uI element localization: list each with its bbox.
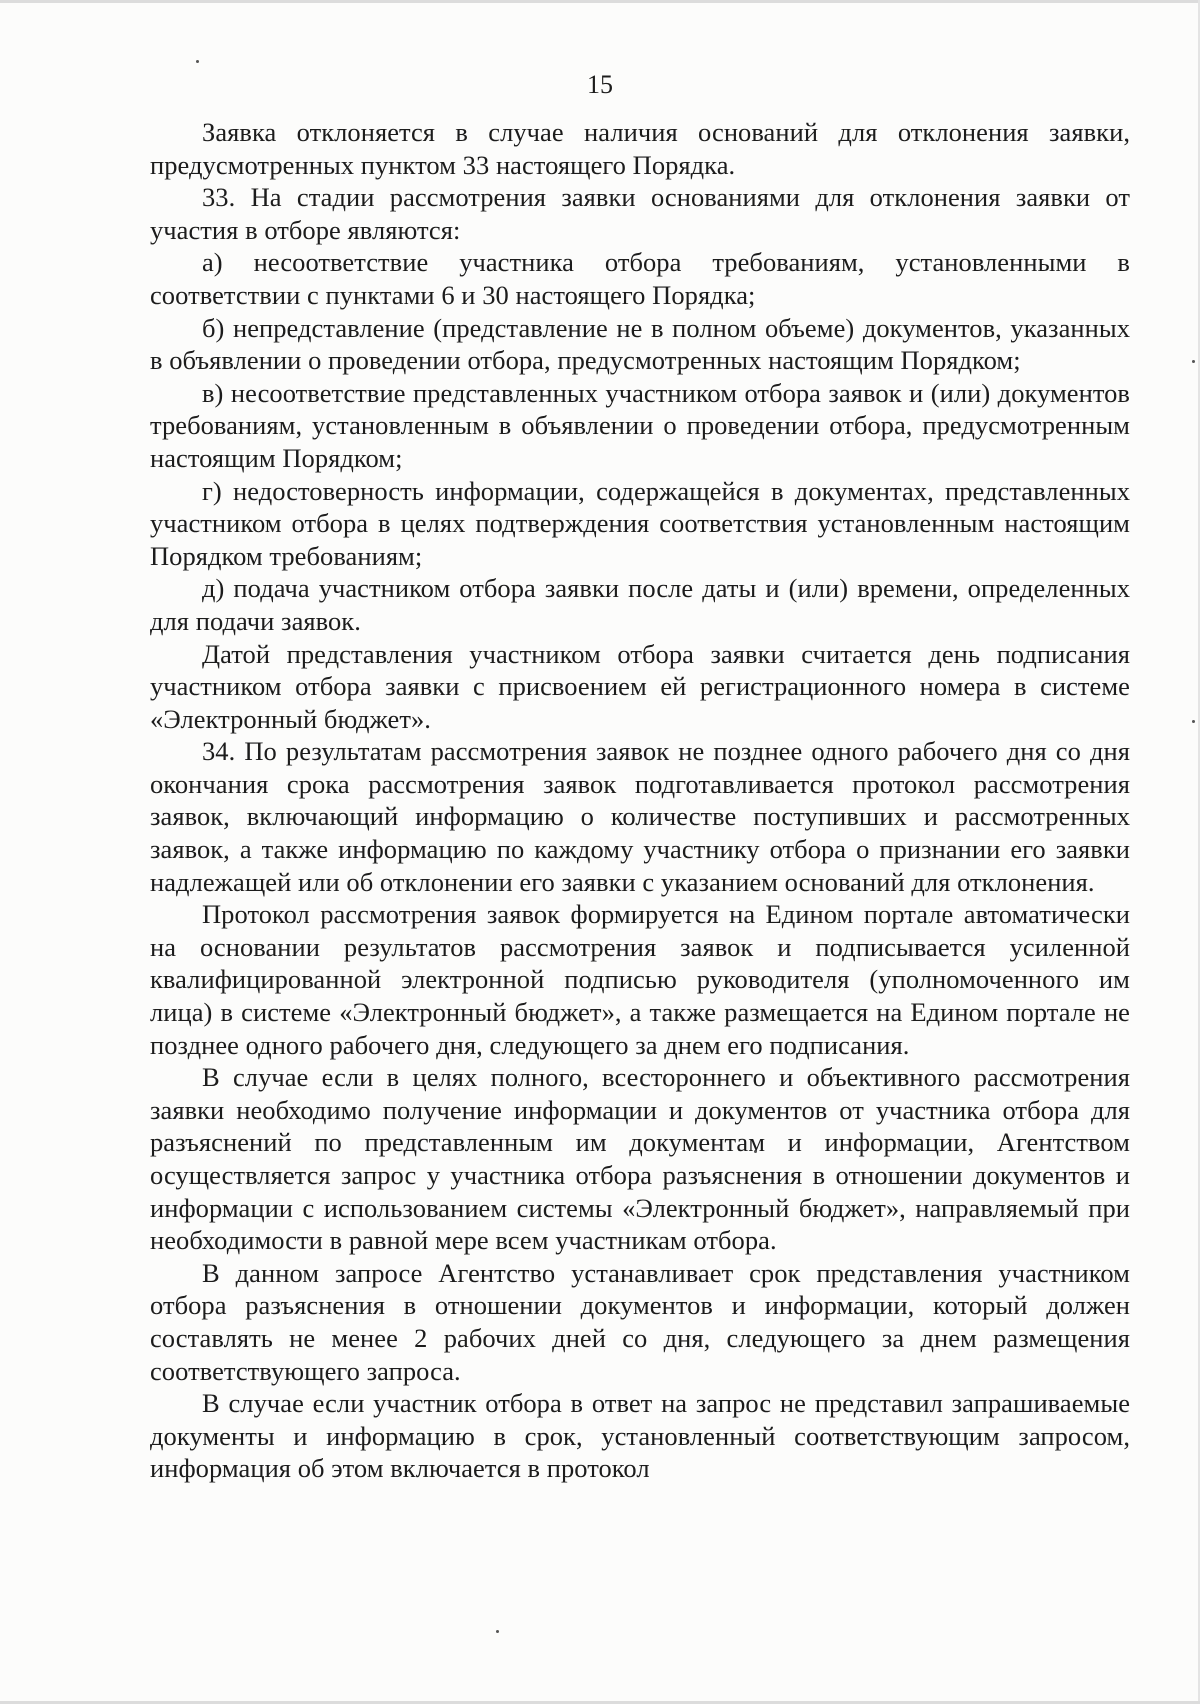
paragraph-clause-33: 33. На стадии рассмотрения заявки основаниями для отклонения заявки от участия в отборе являются: — [150, 182, 1130, 245]
scan-edge-top — [0, 0, 1200, 3]
paragraph-no-response: В случае если участник отбора в ответ на запрос не представил запрашиваемые документы и информацию в срок, установленный соответствующим запросом, информация об этом включается в протокол — [150, 1388, 1130, 1484]
paragraph-item-b: б) непредставление (представление не в полном объеме) документов, указанных в объявлении о проведении отбора, предусмотренных настоящим Порядком; — [150, 312, 1130, 376]
scan-speck — [196, 60, 199, 63]
paragraph-clause-34: 34. По результатам рассмотрения заявок не позднее одного рабочего дня со дня окончания срока рассмотрения заявок подготавливается протокол рассмотрения заявок, включающий информацию о количестве поступивших и рассмотренных заявок, а также информацию по каждому участнику отбора о признании его заявки надлежащей или об отклонении его заявки с указанием оснований для отклонения. — [150, 736, 1130, 897]
paragraph-item-v: в) несоответствие представленных участником отбора заявок и (или) документов требованиям, установленным в объявлении о проведении отбора, предусмотренным настоящим Порядком; — [150, 377, 1130, 473]
paragraph-clarification-request: В случае если в целях полного, всестороннего и объективного рассмотрения заявки необходимо получение информации и документов от участника отбора для разъяснений по представленным им документам и информации, Агентством осуществляется запрос у участника отбора разъяснения в отношении документов и информации с использованием системы «Электронный бюджет», направляемый при необходимости в равной мере всем участникам отбора. — [150, 1062, 1130, 1256]
paragraph-rejection-intro: Заявка отклоняется в случае наличия оснований для отклонения заявки, предусмотренных пунктом 33 настоящего Порядка. — [150, 117, 1130, 180]
paragraph-item-a: а) несоответствие участника отбора требованиям, установленными в соответствии с пунктами 6 и 30 настоящего Порядка; — [150, 247, 1130, 310]
paragraph-item-g: г) недостоверность информации, содержащейся в документах, представленных участником отбора в целях подтверждения соответствия установленным настоящим Порядком требованиям; — [150, 475, 1130, 571]
paragraph-submission-date: Датой представления участником отбора заявки считается день подписания участником отбора заявки с присвоением ей регистрационного номера в системе «Электронный бюджет». — [150, 638, 1130, 734]
scan-speck — [496, 1630, 499, 1633]
paragraph-request-deadline: В данном запросе Агентство устанавливает срок представления участником отбора разъяснения в отношении документов и информации, который должен составлять не менее 2 рабочих дней со дня, следующего за днем размещения соответствующего запроса. — [150, 1257, 1130, 1386]
scan-speck — [1192, 360, 1195, 363]
paragraph-item-d: д) подача участником отбора заявки после даты и (или) времени, определенных для подачи заявок. — [150, 573, 1130, 636]
document-body — [150, 116, 1130, 1485]
page-number: 15 — [587, 70, 613, 99]
paragraph-protocol: Протокол рассмотрения заявок формируется на Едином портале автоматически на основании результатов рассмотрения заявок и подписывается усиленной квалифицированной электронной подписью руководителя (уполномоченного им лица) в системе «Электронный бюджет», а также размещается на Едином портале не позднее одного рабочего дня, следующего за днем его подписания. — [150, 899, 1130, 1060]
scan-speck — [1192, 720, 1195, 723]
